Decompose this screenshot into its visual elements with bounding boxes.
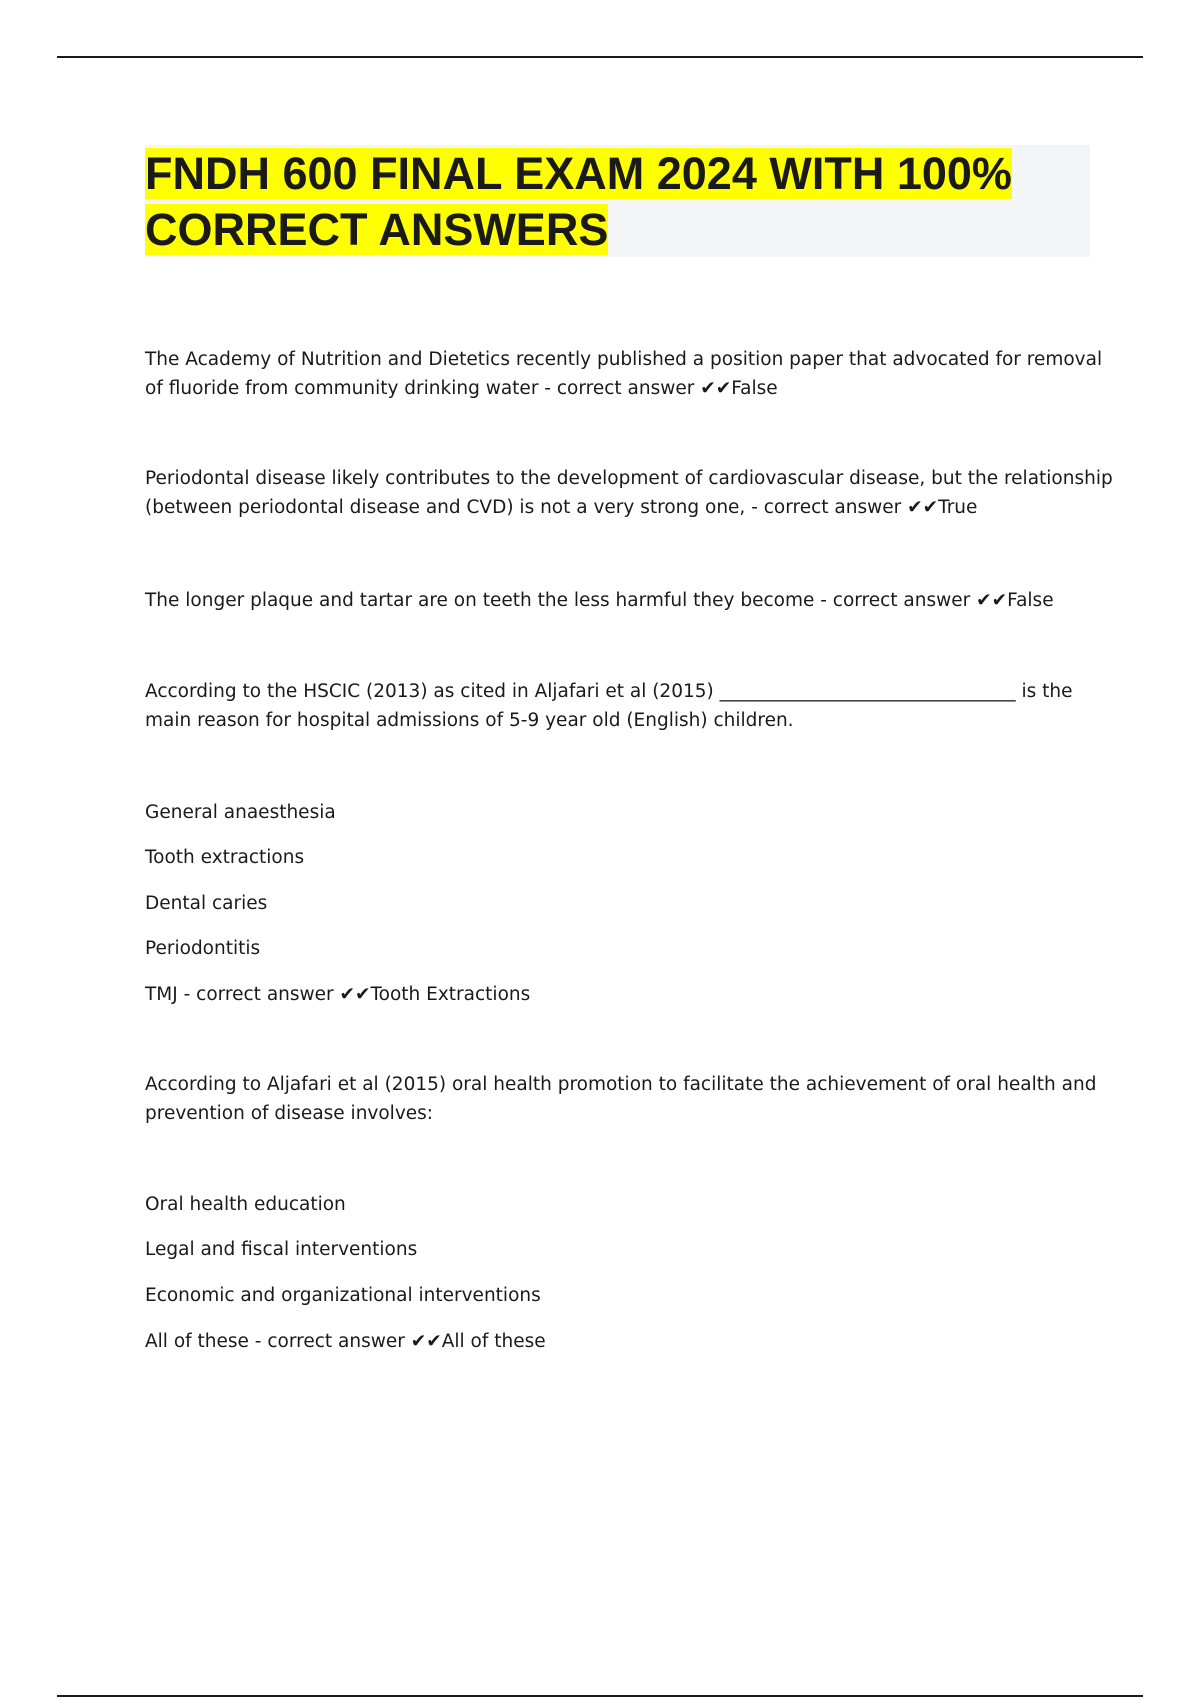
question-4-option-3: Dental caries [145, 893, 268, 914]
question-1-line-2: of fluoride from community drinking water - correct answer ✔✔False [145, 378, 778, 399]
question-4-option-5: TMJ - correct answer ✔✔Tooth Extractions [145, 984, 531, 1005]
question-2-line-1: Periodontal disease likely contributes to the development of cardiovascular disease, but the relationship [145, 468, 1113, 489]
question-5-option-1: Oral health education [145, 1194, 346, 1215]
question-4-line-1: According to the HSCIC (2013) as cited in Aljafari et al (2015) ________________________________ is the [145, 681, 1073, 702]
title-line-2: CORRECT ANSWERS [145, 204, 609, 255]
question-5-option-3: Economic and organizational interventions [145, 1285, 541, 1306]
title-line-1: FNDH 600 FINAL EXAM 2024 WITH 100% [145, 148, 1012, 199]
question-2-line-2: (between periodontal disease and CVD) is not a very strong one, - correct answer ✔✔True [145, 497, 978, 518]
question-3-line-1: The longer plaque and tartar are on teeth the less harmful they become - correct answer ✔✔False [145, 590, 1054, 611]
question-5 [145, 1070, 1097, 1128]
question-4 [145, 677, 1090, 735]
question-3 [145, 586, 1090, 615]
document-title [145, 146, 1090, 258]
question-1 [145, 345, 1103, 403]
question-4-line-2: main reason for hospital admissions of 5-9 year old (English) children. [145, 710, 794, 731]
question-1-line-1: The Academy of Nutrition and Dietetics recently published a position paper that advocated for removal [145, 349, 1103, 370]
question-4-option-2: Tooth extractions [145, 847, 305, 868]
question-2 [145, 464, 1113, 522]
question-4-option-4: Periodontitis [145, 938, 261, 959]
question-4-option-1: General anaesthesia [145, 802, 336, 823]
header-rule [57, 56, 1143, 58]
question-5-option-2: Legal and fiscal interventions [145, 1239, 418, 1260]
question-5-line-2: prevention of disease involves: [145, 1103, 434, 1124]
footer-rule [57, 1695, 1143, 1697]
question-5-option-4: All of these - correct answer ✔✔All of these [145, 1331, 546, 1352]
question-5-line-1: According to Aljafari et al (2015) oral health promotion to facilitate the achievement of oral health and [145, 1074, 1097, 1095]
